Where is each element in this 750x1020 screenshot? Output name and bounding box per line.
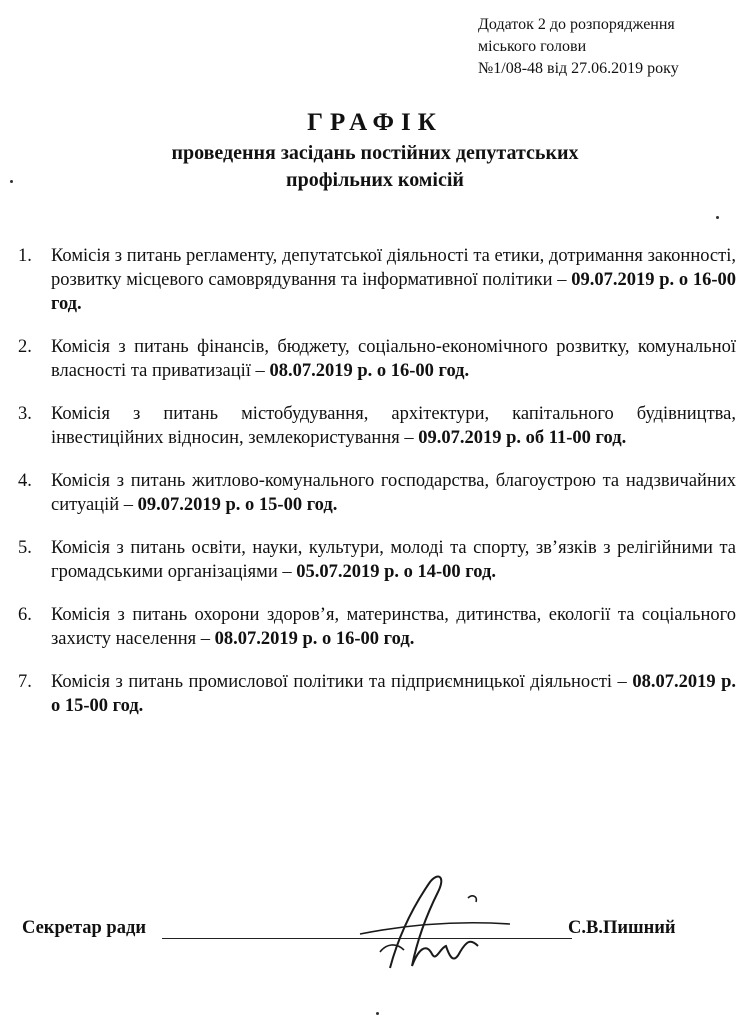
item-text — [51, 335, 736, 383]
list-item — [18, 335, 736, 383]
item-date: 09.07.2019 р. о 15-00 год. — [137, 495, 338, 515]
document-title: ГРАФІК — [307, 109, 443, 136]
item-number: 5. — [18, 538, 32, 558]
subtitle-line-2: профільних комісій — [286, 169, 464, 191]
list-item — [18, 603, 736, 651]
list-item — [18, 536, 736, 584]
item-description: Комісія з питань житлово-комунального господарства, благоустрою та надзвичайних ситуацій – — [51, 471, 736, 515]
item-description: Комісія з питань промислової політики та підприємницької діяльності – — [51, 672, 633, 692]
item-number: 6. — [18, 605, 32, 625]
item-date: 08.07.2019 р. о 16-00 год. — [269, 361, 470, 381]
scan-speck — [716, 216, 719, 219]
item-number: 7. — [18, 672, 32, 692]
document-subtitle — [0, 140, 750, 194]
item-number: 3. — [18, 404, 32, 424]
handwritten-signature — [320, 868, 520, 978]
item-text — [51, 670, 736, 718]
item-text — [51, 244, 736, 316]
list-item — [18, 244, 736, 316]
appendix-line-2: міського голови — [478, 38, 587, 55]
item-description: Комісія з питань регламенту, депутатської діяльності та етики, дотримання законності, розвитку місцевого самоврядування та інформативної політики – — [51, 246, 736, 290]
item-text — [51, 603, 736, 651]
item-date: 08.07.2019 р. о 15-00 год. — [51, 672, 736, 716]
signer-name: С.В.Пишний — [568, 918, 676, 938]
item-date: 09.07.2019 р. о 16-00 год. — [51, 270, 736, 314]
item-date: 05.07.2019 р. о 14-00 год. — [296, 562, 496, 582]
item-description: Комісія з питань охорони здоров’я, материнства, дитинства, екології та соціального захисту населення – — [51, 605, 736, 649]
item-description: Комісія з питань фінансів, бюджету, соціально-економічного розвитку, комунальної власності та приватизації – — [51, 337, 736, 381]
item-description: Комісія з питань містобудування, архітектури, капітального будівництва, інвестиційних відносин, землекористування – — [51, 404, 736, 448]
item-text — [51, 469, 736, 517]
scan-speck — [10, 180, 13, 183]
appendix-note — [478, 14, 738, 80]
list-item — [18, 469, 736, 517]
scan-speck — [376, 1012, 379, 1015]
commission-list — [18, 244, 736, 718]
list-item — [18, 402, 736, 450]
item-text — [51, 536, 736, 584]
item-number: 1. — [18, 246, 32, 266]
item-text — [51, 402, 736, 450]
item-number: 4. — [18, 471, 32, 491]
signer-position: Секретар ради — [22, 918, 146, 938]
item-date: 09.07.2019 р. об 11-00 год. — [418, 428, 627, 448]
item-description: Комісія з питань освіти, науки, культури, молоді та спорту, зв’язків з релігійними та громадськими організаціями – — [51, 538, 736, 582]
appendix-line-3: №1/08-48 від 27.06.2019 року — [478, 60, 679, 77]
subtitle-line-1: проведення засідань постійних депутатських — [171, 142, 579, 164]
item-date: 08.07.2019 р. о 16-00 год. — [214, 629, 415, 649]
list-item — [18, 670, 736, 718]
appendix-line-1: Додаток 2 до розпорядження — [478, 16, 675, 33]
item-number: 2. — [18, 337, 32, 357]
